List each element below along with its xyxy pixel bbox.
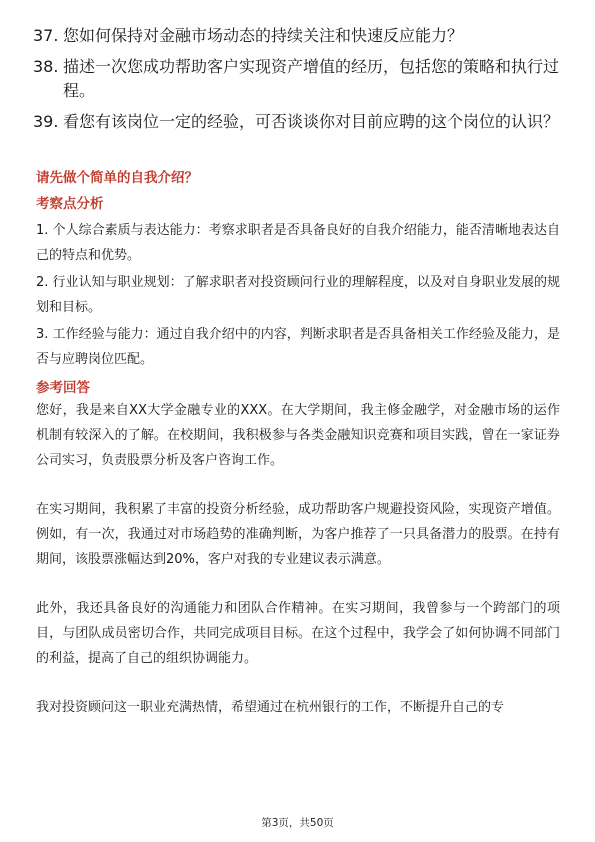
answer-paragraph: 在实习期间，我积累了丰富的投资分析经验，成功帮助客户规避投资风险，实现资产增值。例如，有一次，我通过对市场趋势的准确判断，为客户推荐了一只具备潜力的股票。在持有期间，该股票涨幅达到20%，客户对我的专业建议表示满意。 <box>36 502 560 567</box>
question-text: 您如何保持对金融市场动态的持续关注和快速反应能力？ <box>63 26 464 45</box>
paragraph-spacer <box>36 572 560 596</box>
answer-paragraph: 此外，我还具备良好的沟通能力和团队合作精神。在实习期间，我曾参与一个跨部门的项目，与团队成员密切合作，共同完成项目目标。在这个过程中，我学会了如何协调不同部门的利益，提高了自己的组织协调能力。 <box>36 601 560 666</box>
paragraph-spacer <box>36 671 560 695</box>
question-item-37 <box>33 24 563 48</box>
answer-paragraph: 您好，我是来自XX大学金融专业的XXX。在大学期间，我主修金融学，对金融市场的运作机制有较深入的了解。在校期间，我积极参与各类金融知识竞赛和项目实践，曾在一家证券公司实习，负责股票分析及客户咨询工作。 <box>36 403 560 468</box>
analysis-point: 2. 行业认知与职业规划：了解求职者对投资顾问行业的理解程度，以及对自身职业发展的规划和目标。 <box>36 275 560 315</box>
question-text: 描述一次您成功帮助客户实现资产增值的经历，包括您的策略和执行过程。 <box>63 57 560 100</box>
page-number-footer: 第3页，共50页 <box>261 817 334 829</box>
analysis-point: 1. 个人综合素质与表达能力：考察求职者是否具备良好的自我介绍能力，能否清晰地表达自己的特点和优势。 <box>36 223 560 263</box>
question-number: 37. <box>33 26 59 45</box>
section-title: 请先做个简单的自我介绍？ <box>36 170 198 186</box>
question-number: 39. <box>33 112 59 131</box>
question-text: 看您有该岗位一定的经验，可否谈谈你对目前应聘的这个岗位的认识？ <box>63 112 560 131</box>
answer-paragraph: 我对投资顾问这一职业充满热情，希望通过在杭州银行的工作，不断提升自己的专 <box>36 700 505 715</box>
question-item-39 <box>33 110 563 134</box>
question-section <box>36 168 560 720</box>
answer-title: 参考回答 <box>36 380 90 396</box>
analysis-point: 3. 工作经验与能力：通过自我介绍中的内容，判断求职者是否具备相关工作经验及能力，是否与应聘岗位匹配。 <box>36 327 560 367</box>
question-list <box>33 24 563 141</box>
question-item-38 <box>33 55 563 103</box>
paragraph-spacer <box>36 473 560 497</box>
analysis-title: 考察点分析 <box>36 196 104 212</box>
question-number: 38. <box>33 57 59 76</box>
